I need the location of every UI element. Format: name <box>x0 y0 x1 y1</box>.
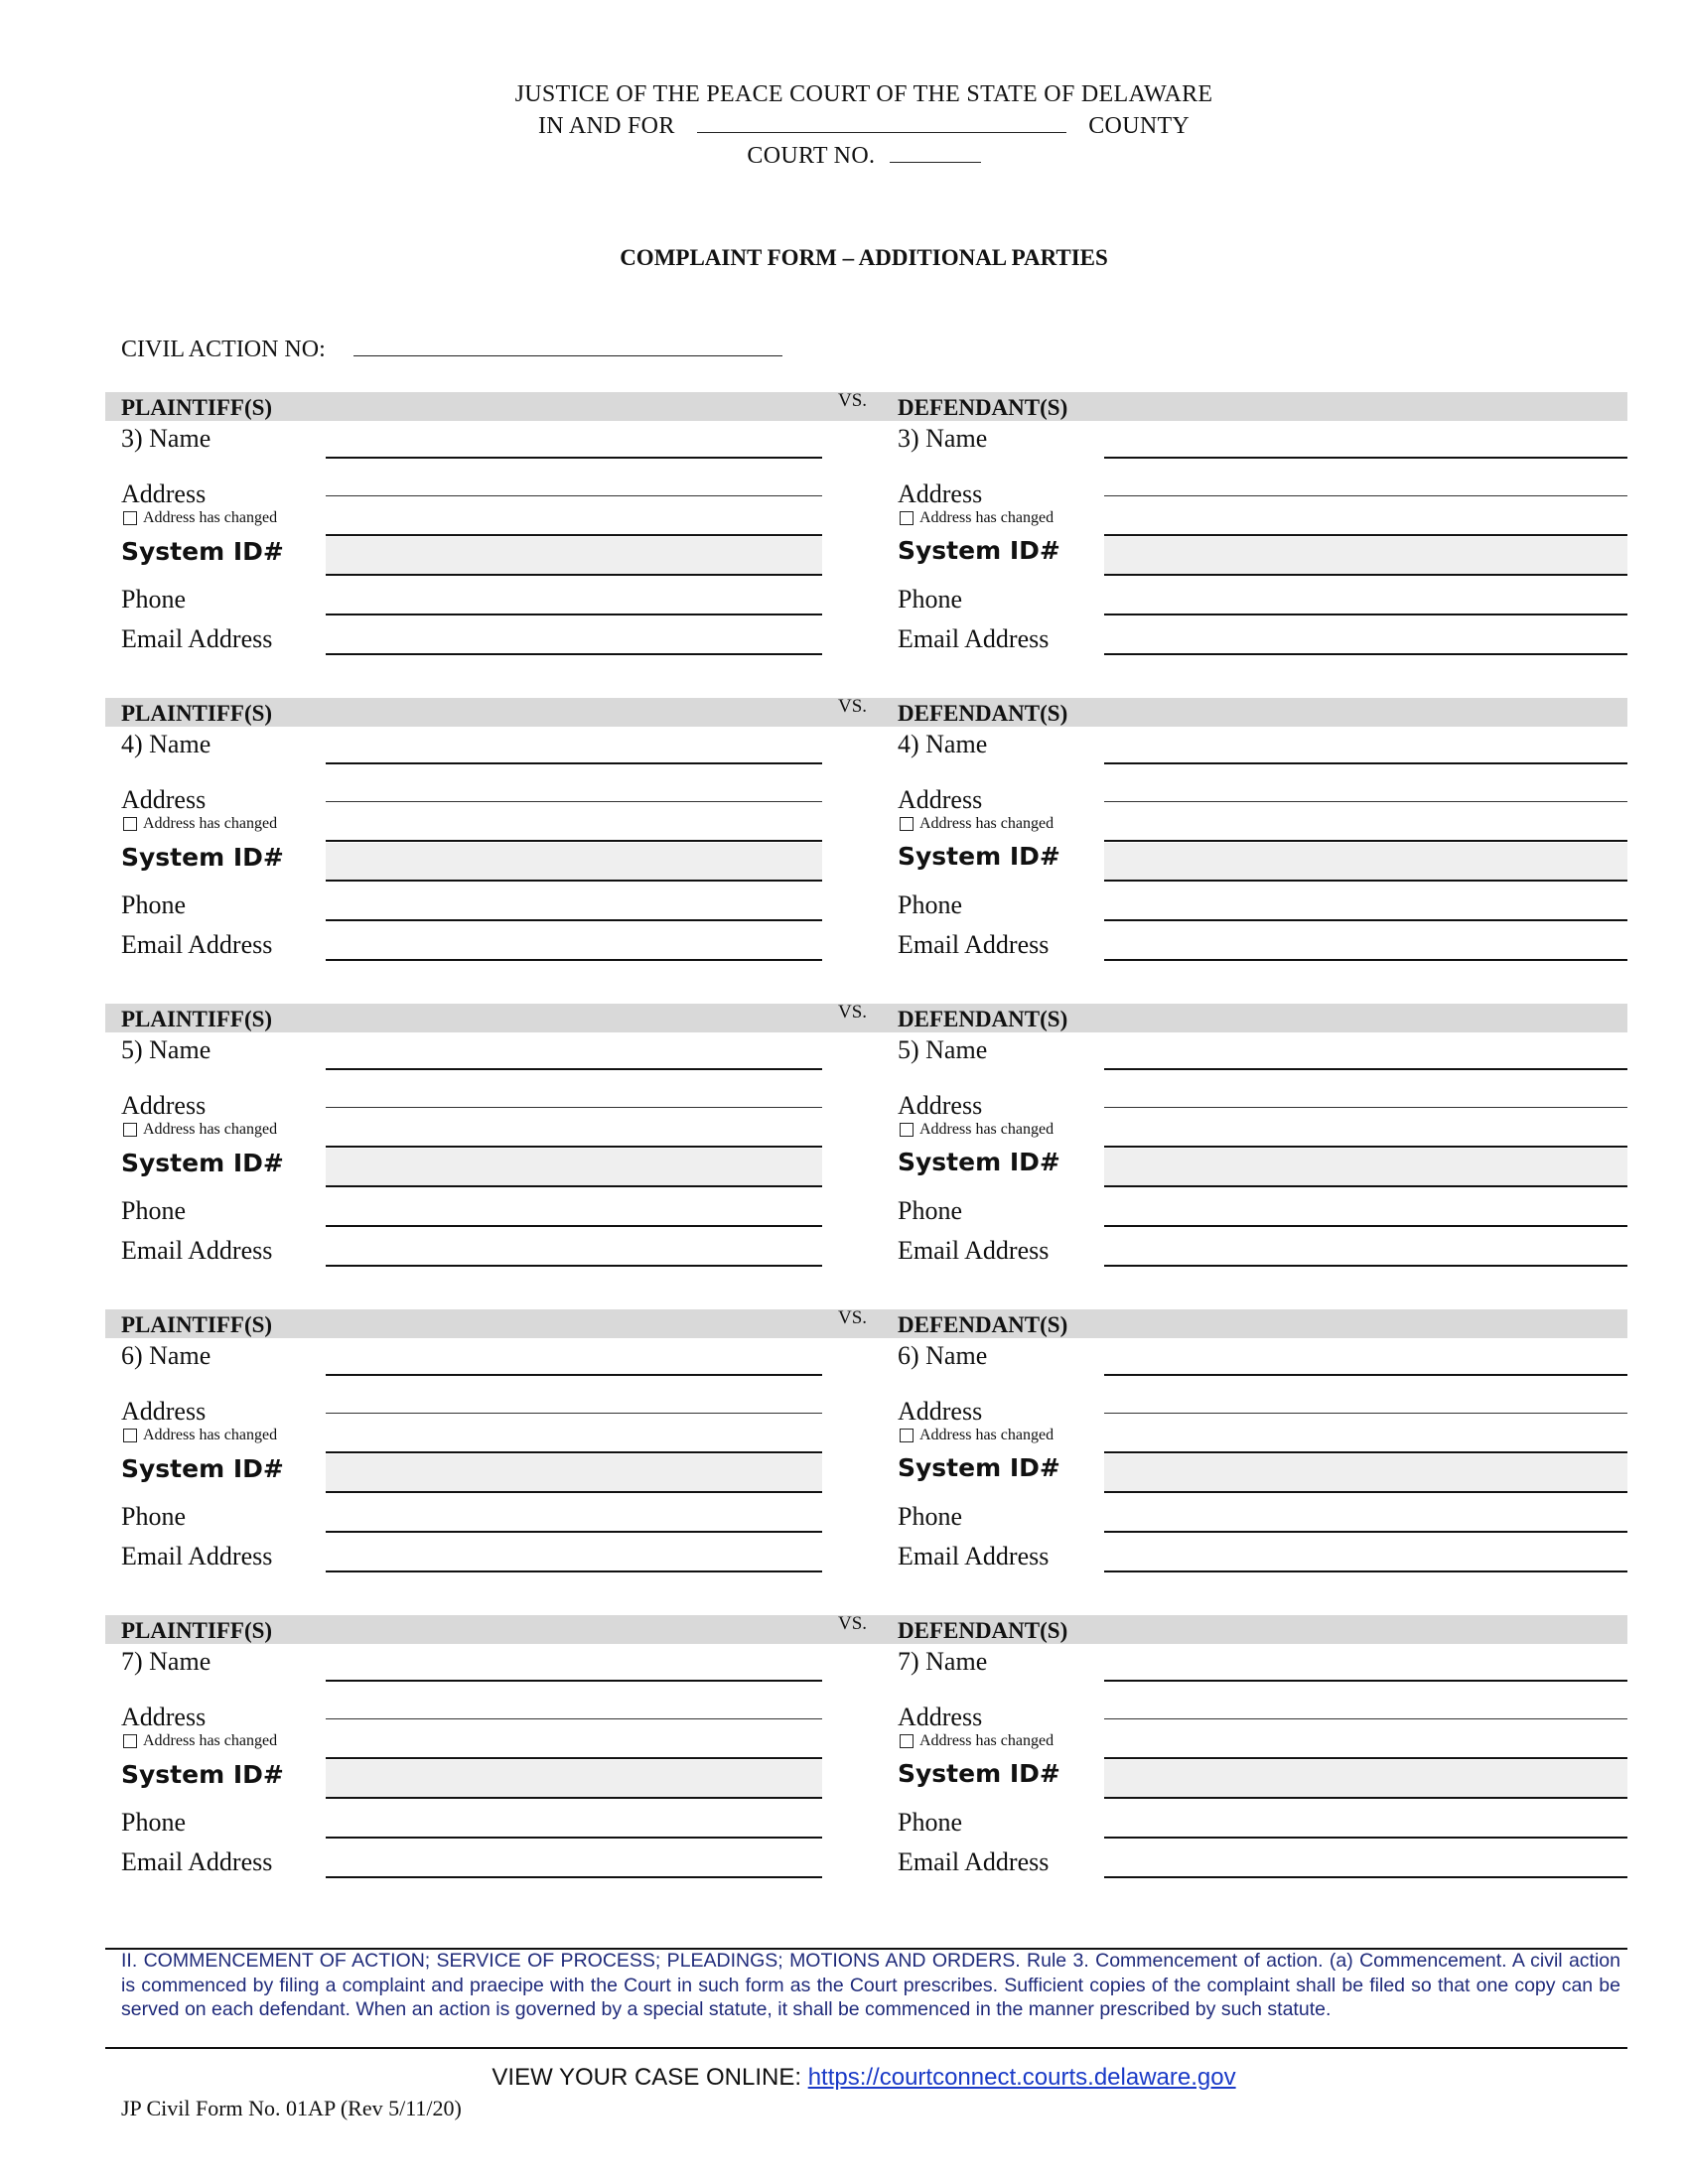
plaintiff-system-id-label: System ID# <box>121 1760 284 1789</box>
vs-label: VS. <box>838 1613 868 1634</box>
defendant-name-field[interactable] <box>1104 1680 1627 1682</box>
plaintiff-address-label: Address <box>121 785 207 814</box>
courtconnect-link[interactable]: https://courtconnect.courts.delaware.gov <box>807 2064 1236 2091</box>
defendant-address-changed-checkbox[interactable] <box>900 1732 1054 1750</box>
defendant-address-field-1[interactable] <box>1104 1107 1627 1108</box>
rule-3-text: II. COMMENCEMENT OF ACTION; SERVICE OF PROCESS; PLEADINGS; MOTIONS AND ORDERS. Rule 3. Commencement of action. (a) Commencement. A civil action is commenced by filing a complaint and praecipe with the Court in such form as the Court prescribes. Sufficient copies of the complaint shall be filed so that one copy can be served on each defendant. When an action is governed by a special statute, it shall be commenced in the manner prescribed by such statute. <box>121 1950 1620 2020</box>
plaintiff-address-changed-checkbox[interactable] <box>123 509 277 527</box>
plaintiff-phone-label: Phone <box>121 585 186 614</box>
civil-action-line <box>121 334 782 363</box>
defendant-address-field-1[interactable] <box>1104 801 1627 802</box>
plaintiff-phone-label: Phone <box>121 890 186 919</box>
plaintiff-email-field[interactable] <box>326 1570 822 1572</box>
form-number: JP Civil Form No. 01AP (Rev 5/11/20) <box>121 2096 462 2120</box>
plaintiff-phone-field[interactable] <box>326 1225 822 1227</box>
defendant-phone-label: Phone <box>898 1196 962 1225</box>
plaintiff-address-field-1[interactable] <box>326 495 822 496</box>
defendant-address-changed-checkbox[interactable] <box>900 815 1054 833</box>
plaintiff-email-field[interactable] <box>326 1265 822 1267</box>
defendant-system-id-field[interactable] <box>1104 1454 1627 1493</box>
plaintiff-address-field-2[interactable] <box>326 1757 822 1759</box>
plaintiff-address-field-2[interactable] <box>326 1451 822 1453</box>
plaintiff-address-changed-checkbox[interactable] <box>123 1427 277 1444</box>
plaintiff-phone-label: Phone <box>121 1502 186 1531</box>
defendant-system-id-field[interactable] <box>1104 537 1627 576</box>
plaintiff-system-id-field[interactable] <box>326 1149 822 1187</box>
party-section <box>0 1309 1688 1597</box>
defendant-phone-label: Phone <box>898 585 962 614</box>
defendant-name-label: 6) Name <box>898 1341 988 1370</box>
defendant-address-changed-checkbox[interactable] <box>900 1427 1054 1444</box>
plaintiff-name-label: 4) Name <box>121 730 211 758</box>
defendant-name-label: 4) Name <box>898 730 988 758</box>
defendant-email-field[interactable] <box>1104 1876 1627 1878</box>
plaintiff-system-id-label: System ID# <box>121 1149 284 1177</box>
plaintiff-name-label: 7) Name <box>121 1647 211 1676</box>
defendant-system-id-label: System ID# <box>898 536 1060 565</box>
court-title: JUSTICE OF THE PEACE COURT OF THE STATE OF DELAWARE <box>514 81 1213 107</box>
defendant-address-field-2[interactable] <box>1104 1757 1627 1759</box>
checkbox-box[interactable] <box>123 817 137 831</box>
plaintiff-email-label: Email Address <box>121 624 273 653</box>
footer-bottom-rule <box>105 2047 1627 2049</box>
plaintiff-address-label: Address <box>121 479 207 508</box>
plaintiff-address-field-1[interactable] <box>326 801 822 802</box>
plaintiff-phone-field[interactable] <box>326 614 822 615</box>
checkbox-box[interactable] <box>123 1429 137 1442</box>
address-changed-label: Address has changed <box>919 1732 1055 1749</box>
defendant-phone-label: Phone <box>898 890 962 919</box>
address-changed-label: Address has changed <box>919 1121 1055 1138</box>
defendant-system-id-field[interactable] <box>1104 1760 1627 1799</box>
defendant-name-label: 7) Name <box>898 1647 988 1676</box>
plaintiff-email-field[interactable] <box>326 653 822 655</box>
address-changed-label: Address has changed <box>143 1732 278 1749</box>
defendant-address-label: Address <box>898 785 983 814</box>
defendant-phone-field[interactable] <box>1104 1225 1627 1227</box>
plaintiff-phone-field[interactable] <box>326 1837 822 1839</box>
defendant-system-id-label: System ID# <box>898 1759 1060 1788</box>
plaintiff-name-label: 6) Name <box>121 1341 211 1370</box>
checkbox-box[interactable] <box>900 817 914 831</box>
plaintiff-email-label: Email Address <box>121 1847 273 1876</box>
checkbox-box[interactable] <box>900 1429 914 1442</box>
defendant-email-field[interactable] <box>1104 1265 1627 1267</box>
plaintiff-name-label: 5) Name <box>121 1035 211 1064</box>
defendant-address-changed-checkbox[interactable] <box>900 509 1054 527</box>
plaintiff-heading: PLAINTIFF(S) <box>121 1618 273 1643</box>
plaintiff-email-label: Email Address <box>121 1542 273 1570</box>
civil-action-label: CIVIL ACTION NO: <box>121 337 326 362</box>
defendant-address-field-2[interactable] <box>1104 840 1627 842</box>
defendant-address-changed-checkbox[interactable] <box>900 1121 1054 1139</box>
plaintiff-system-id-field[interactable] <box>326 843 822 882</box>
defendant-email-label: Email Address <box>898 1236 1050 1265</box>
plaintiff-address-label: Address <box>121 1703 207 1731</box>
address-changed-label: Address has changed <box>919 815 1055 832</box>
defendant-phone-field[interactable] <box>1104 1531 1627 1533</box>
defendant-address-field-2[interactable] <box>1104 534 1627 536</box>
court-no-label: COURT NO. <box>747 143 876 169</box>
plaintiff-email-label: Email Address <box>121 1236 273 1265</box>
defendant-system-id-label: System ID# <box>898 842 1060 871</box>
plaintiff-heading: PLAINTIFF(S) <box>121 1312 273 1337</box>
plaintiff-name-field[interactable] <box>326 762 822 764</box>
in-and-for-label: IN AND FOR <box>537 113 675 139</box>
defendant-address-label: Address <box>898 1397 983 1426</box>
plaintiff-heading: PLAINTIFF(S) <box>121 1007 273 1031</box>
checkbox-box[interactable] <box>123 1123 137 1137</box>
defendant-heading: DEFENDANT(S) <box>898 1618 1068 1643</box>
plaintiff-email-field[interactable] <box>326 1876 822 1878</box>
county-field[interactable] <box>697 110 1066 133</box>
address-changed-label: Address has changed <box>919 1427 1055 1443</box>
form-title: COMPLAINT FORM – ADDITIONAL PARTIES <box>620 245 1108 270</box>
plaintiff-system-id-label: System ID# <box>121 843 284 872</box>
view-case-online <box>0 2064 1688 2092</box>
party-section <box>0 1615 1688 1903</box>
vs-label: VS. <box>838 1002 868 1023</box>
view-case-label: VIEW YOUR CASE ONLINE: <box>492 2064 802 2091</box>
defendant-name-label: 5) Name <box>898 1035 988 1064</box>
plaintiff-address-changed-checkbox[interactable] <box>123 815 277 833</box>
defendant-address-field-2[interactable] <box>1104 1451 1627 1453</box>
plaintiff-phone-field[interactable] <box>326 919 822 921</box>
defendant-email-label: Email Address <box>898 1847 1050 1876</box>
plaintiff-name-field[interactable] <box>326 1068 822 1070</box>
checkbox-box[interactable] <box>900 1123 914 1137</box>
vs-label: VS. <box>838 390 868 411</box>
plaintiff-address-changed-checkbox[interactable] <box>123 1121 277 1139</box>
plaintiff-name-label: 3) Name <box>121 424 211 453</box>
plaintiff-heading: PLAINTIFF(S) <box>121 395 273 420</box>
plaintiff-address-field-2[interactable] <box>326 840 822 842</box>
checkbox-box[interactable] <box>123 511 137 525</box>
plaintiff-address-field-2[interactable] <box>326 534 822 536</box>
address-changed-label: Address has changed <box>143 1427 278 1443</box>
checkbox-box[interactable] <box>123 1734 137 1748</box>
plaintiff-address-label: Address <box>121 1091 207 1120</box>
address-changed-label: Address has changed <box>143 1121 278 1138</box>
defendant-email-label: Email Address <box>898 930 1050 959</box>
defendant-heading: DEFENDANT(S) <box>898 701 1068 726</box>
defendant-phone-field[interactable] <box>1104 1837 1627 1839</box>
defendant-name-field[interactable] <box>1104 762 1627 764</box>
plaintiff-phone-label: Phone <box>121 1196 186 1225</box>
defendant-system-id-field[interactable] <box>1104 1149 1627 1187</box>
defendant-heading: DEFENDANT(S) <box>898 395 1068 420</box>
defendant-name-field[interactable] <box>1104 457 1627 459</box>
plaintiff-address-changed-checkbox[interactable] <box>123 1732 277 1750</box>
plaintiff-system-id-field[interactable] <box>326 1760 822 1799</box>
plaintiff-system-id-label: System ID# <box>121 1454 284 1483</box>
plaintiff-heading: PLAINTIFF(S) <box>121 701 273 726</box>
defendant-system-id-label: System ID# <box>898 1148 1060 1176</box>
defendant-address-field-1[interactable] <box>1104 1413 1627 1414</box>
plaintiff-email-field[interactable] <box>326 959 822 961</box>
plaintiff-name-field[interactable] <box>326 457 822 459</box>
defendant-address-field-2[interactable] <box>1104 1146 1627 1148</box>
defendant-name-field[interactable] <box>1104 1374 1627 1376</box>
county-line <box>0 110 1688 140</box>
plaintiff-system-id-label: System ID# <box>121 537 284 566</box>
defendant-email-field[interactable] <box>1104 1570 1627 1572</box>
defendant-address-label: Address <box>898 479 983 508</box>
plaintiff-system-id-field[interactable] <box>326 537 822 576</box>
defendant-address-label: Address <box>898 1703 983 1731</box>
plaintiff-name-field[interactable] <box>326 1680 822 1682</box>
defendant-name-label: 3) Name <box>898 424 988 453</box>
address-changed-label: Address has changed <box>919 509 1055 526</box>
defendant-system-id-field[interactable] <box>1104 843 1627 882</box>
defendant-heading: DEFENDANT(S) <box>898 1007 1068 1031</box>
checkbox-box[interactable] <box>900 511 914 525</box>
court-number-line <box>0 140 1688 170</box>
defendant-address-label: Address <box>898 1091 983 1120</box>
defendant-email-label: Email Address <box>898 624 1050 653</box>
court-no-field[interactable] <box>890 140 981 163</box>
plaintiff-system-id-field[interactable] <box>326 1454 822 1493</box>
vs-label: VS. <box>838 1307 868 1328</box>
party-section <box>0 1004 1688 1292</box>
plaintiff-address-field-2[interactable] <box>326 1146 822 1148</box>
plaintiff-address-field-1[interactable] <box>326 1718 822 1719</box>
county-label: COUNTY <box>1088 113 1191 139</box>
defendant-heading: DEFENDANT(S) <box>898 1312 1068 1337</box>
defendant-phone-label: Phone <box>898 1502 962 1531</box>
checkbox-box[interactable] <box>900 1734 914 1748</box>
address-changed-label: Address has changed <box>143 509 278 526</box>
defendant-email-field[interactable] <box>1104 959 1627 961</box>
vs-label: VS. <box>838 696 868 717</box>
party-section <box>0 392 1688 680</box>
defendant-address-field-1[interactable] <box>1104 1718 1627 1719</box>
plaintiff-phone-field[interactable] <box>326 1531 822 1533</box>
defendant-name-field[interactable] <box>1104 1068 1627 1070</box>
plaintiff-address-label: Address <box>121 1397 207 1426</box>
defendant-phone-label: Phone <box>898 1808 962 1837</box>
address-changed-label: Address has changed <box>143 815 278 832</box>
party-section <box>0 698 1688 986</box>
defendant-system-id-label: System ID# <box>898 1453 1060 1482</box>
plaintiff-address-field-1[interactable] <box>326 1107 822 1108</box>
defendant-email-field[interactable] <box>1104 653 1627 655</box>
plaintiff-phone-label: Phone <box>121 1808 186 1837</box>
defendant-phone-field[interactable] <box>1104 919 1627 921</box>
defendant-email-label: Email Address <box>898 1542 1050 1570</box>
plaintiff-address-field-1[interactable] <box>326 1413 822 1414</box>
civil-action-field[interactable] <box>353 334 782 356</box>
plaintiff-name-field[interactable] <box>326 1374 822 1376</box>
plaintiff-email-label: Email Address <box>121 930 273 959</box>
defendant-address-field-1[interactable] <box>1104 495 1627 496</box>
defendant-phone-field[interactable] <box>1104 614 1627 615</box>
